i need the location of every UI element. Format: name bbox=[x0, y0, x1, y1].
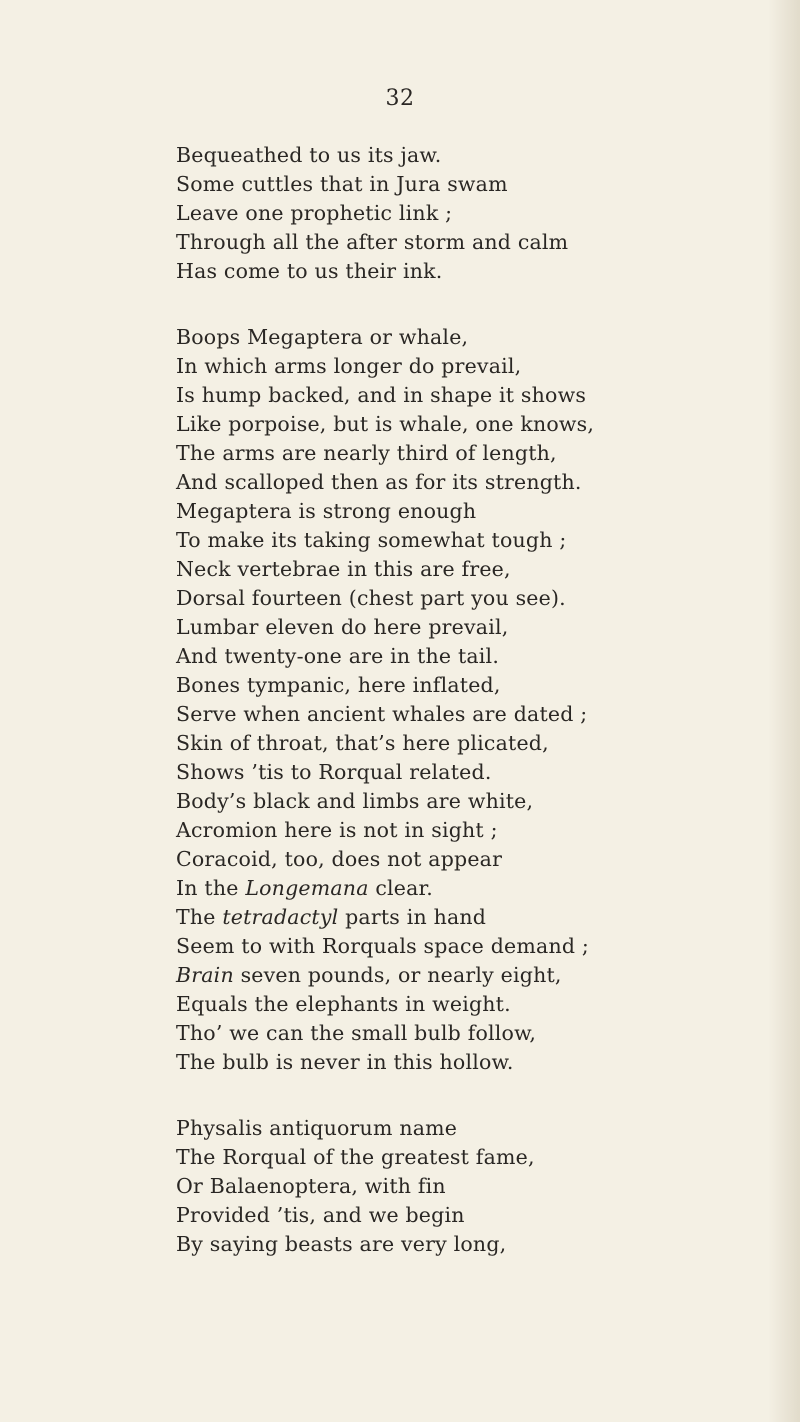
stanza-3 bbox=[176, 1114, 776, 1259]
italic-term: Longemana bbox=[245, 876, 369, 900]
poem-line: By saying beasts are very long, bbox=[176, 1232, 507, 1256]
poem-line: Skin of throat, that’s here plicated, bbox=[176, 731, 549, 755]
poem-line: Has come to us their ink. bbox=[176, 259, 443, 283]
poem-line: The arms are nearly third of length, bbox=[176, 441, 557, 465]
line-text: clear. bbox=[368, 876, 433, 900]
poem-line: And twenty-one are in the tail. bbox=[176, 644, 500, 668]
line-text: In the bbox=[176, 876, 246, 900]
poem-line: The Rorqual of the greatest fame, bbox=[176, 1145, 535, 1169]
poem-line: Physalis antiquorum name bbox=[176, 1116, 458, 1140]
poem-line: Body’s black and limbs are white, bbox=[176, 789, 534, 813]
poem-line: Or Balaenoptera, with fin bbox=[176, 1174, 446, 1198]
poem-line: Boops Megaptera or whale, bbox=[176, 325, 469, 349]
stanza-1 bbox=[176, 141, 776, 286]
poem-line: Bones tympanic, here inflated, bbox=[176, 673, 501, 697]
poem-line: Is hump backed, and in shape it shows bbox=[176, 383, 587, 407]
poem-line: Bequeathed to us its jaw. bbox=[176, 143, 442, 167]
line-text: seven pounds, or nearly eight, bbox=[233, 963, 562, 987]
poem-line: Like porpoise, but is whale, one knows, bbox=[176, 412, 595, 436]
poem-line: Some cuttles that in Jura swam bbox=[176, 172, 508, 196]
poem-line: Dorsal fourteen (chest part you see). bbox=[176, 586, 566, 610]
poem-line-italic-term bbox=[176, 903, 776, 932]
poem-line: To make its taking somewhat tough ; bbox=[176, 528, 567, 552]
poem-body bbox=[176, 141, 776, 1296]
poem-line: Coracoid, too, does not appear bbox=[176, 847, 503, 871]
poem-line-italic-term bbox=[176, 874, 776, 903]
poem-line: Neck vertebrae in this are free, bbox=[176, 557, 511, 581]
poem-line: Serve when ancient whales are dated ; bbox=[176, 702, 588, 726]
stanza-2 bbox=[176, 323, 776, 1077]
poem-line-italic-term bbox=[176, 961, 776, 990]
page-number: 32 bbox=[385, 86, 415, 111]
poem-line: And scalloped then as for its strength. bbox=[176, 470, 582, 494]
poem-line: Acromion here is not in sight ; bbox=[176, 818, 498, 842]
poem-line: In which arms longer do prevail, bbox=[176, 354, 522, 378]
poem-line: Megaptera is strong enough bbox=[176, 499, 477, 523]
poem-line: Provided ’tis, and we begin bbox=[176, 1203, 465, 1227]
line-text: The bbox=[176, 905, 223, 929]
line-text: parts in hand bbox=[338, 905, 487, 929]
poem-line: Through all the after storm and calm bbox=[176, 230, 569, 254]
italic-term: Brain bbox=[176, 963, 234, 987]
poem-line: Seem to with Rorquals space demand ; bbox=[176, 934, 589, 958]
poem-line: Leave one prophetic link ; bbox=[176, 201, 453, 225]
italic-term: tetradactyl bbox=[222, 905, 339, 929]
poem-line: Shows ’tis to Rorqual related. bbox=[176, 760, 492, 784]
poem-line: The bulb is never in this hollow. bbox=[176, 1050, 514, 1074]
poem-line: Equals the elephants in weight. bbox=[176, 992, 511, 1016]
poem-line: Tho’ we can the small bulb follow, bbox=[176, 1021, 537, 1045]
poem-line: Lumbar eleven do here prevail, bbox=[176, 615, 509, 639]
